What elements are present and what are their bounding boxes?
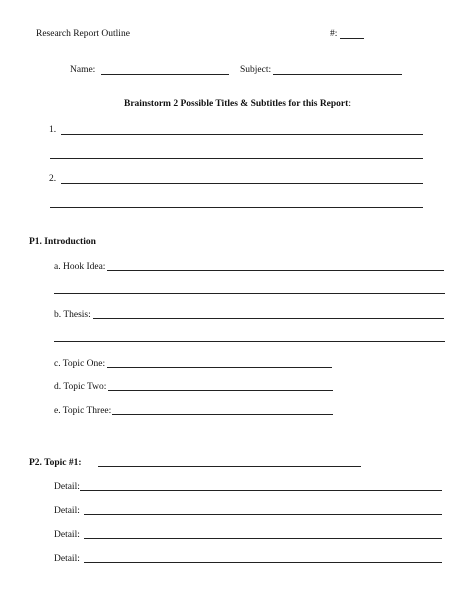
topic-two-field[interactable] <box>108 390 333 391</box>
title-option-2-label: 2. <box>49 174 57 184</box>
topic-one-field[interactable] <box>107 367 332 368</box>
name-label: Name: <box>70 65 96 75</box>
p2-heading: P2. Topic #1: <box>29 458 82 468</box>
subject-label: Subject: <box>240 65 272 75</box>
p1-heading: P1. Introduction <box>29 237 96 247</box>
detail-1-label: Detail: <box>54 482 80 492</box>
detail-2-label: Detail: <box>54 506 80 516</box>
name-field[interactable] <box>101 74 229 75</box>
subject-field[interactable] <box>273 74 402 75</box>
title-option-1-label: 1. <box>49 125 57 135</box>
brainstorm-heading: Brainstorm 2 Possible Titles & Subtitles for this Report: <box>124 99 351 109</box>
detail-3-field[interactable] <box>84 538 442 539</box>
thesis-field[interactable] <box>93 318 444 319</box>
detail-4-field[interactable] <box>84 562 442 563</box>
p2-topic-field[interactable] <box>98 466 361 467</box>
document-title: Research Report Outline <box>36 29 130 39</box>
detail-4-label: Detail: <box>54 554 80 564</box>
thesis-label: b. Thesis: <box>54 310 91 320</box>
topic-three-label: e. Topic Three: <box>54 406 112 416</box>
subtitle-option-2-field[interactable] <box>50 207 423 208</box>
detail-1-field[interactable] <box>80 490 442 491</box>
title-option-2-field[interactable] <box>61 183 423 184</box>
title-option-1-field[interactable] <box>61 134 423 135</box>
hook-idea-label: a. Hook Idea: <box>54 262 106 272</box>
number-field[interactable] <box>340 38 364 39</box>
thesis-continuation-field[interactable] <box>54 341 445 342</box>
hook-idea-field[interactable] <box>107 270 444 271</box>
hook-idea-continuation-field[interactable] <box>54 293 445 294</box>
number-label: #: <box>330 29 338 39</box>
topic-two-label: d. Topic Two: <box>54 382 107 392</box>
topic-three-field[interactable] <box>112 414 333 415</box>
detail-2-field[interactable] <box>84 514 442 515</box>
detail-3-label: Detail: <box>54 530 80 540</box>
topic-one-label: c. Topic One: <box>54 359 106 369</box>
subtitle-option-1-field[interactable] <box>50 158 423 159</box>
